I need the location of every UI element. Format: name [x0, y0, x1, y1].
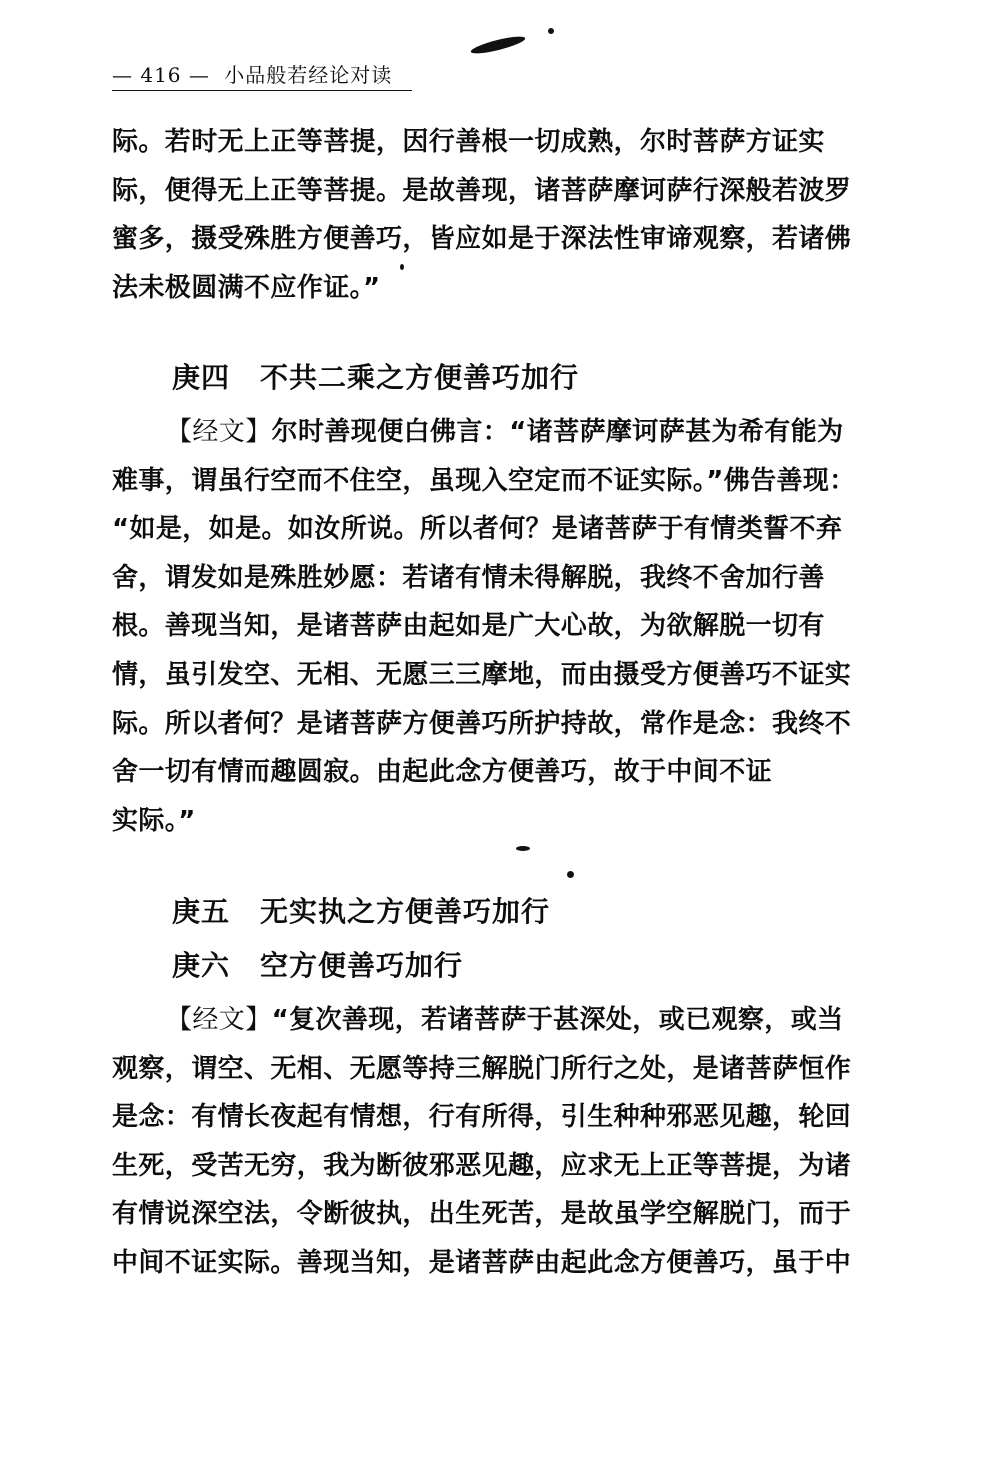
- scan-speck: [548, 28, 554, 34]
- book-title: 小品般若经论对读: [224, 63, 393, 87]
- text-line: 是念：有情长夜起有情想，行有所得，引生种种邪恶见趣，轮回: [112, 1102, 852, 1133]
- section-title: 无实执之方便善巧加行: [260, 895, 551, 928]
- text-line: 际。所以者何？是诸菩萨方便善巧所护持故，常作是念：我终不: [112, 708, 852, 739]
- text-line: 根。善现当知，是诸菩萨由起如是广大心故，为欲解脱一切有: [112, 611, 825, 642]
- scan-speck: [470, 33, 527, 56]
- section-heading: [172, 894, 550, 930]
- text-line: 有情说深空法，令断彼执，出生死苦，是故虽学空解脱门，而于: [112, 1199, 852, 1230]
- scan-speck: [516, 846, 530, 851]
- section-number: 庚五: [172, 895, 231, 928]
- scripture-paragraph: [112, 996, 857, 1288]
- text-line: 舍，谓发如是殊胜妙愿：若诸有情未得解脱，我终不舍加行善: [112, 562, 825, 593]
- text-line: 际。若时无上正等菩提，因行善根一切成熟，尔时菩萨方证实: [112, 127, 825, 157]
- text-line: 际，便得无上正等菩提。是故善现，诸菩萨摩诃萨行深般若波罗: [112, 175, 852, 206]
- section-title: 空方便善巧加行: [260, 949, 464, 982]
- section-heading: [172, 360, 579, 396]
- text-line: “如是，如是。如汝所说。所以者何？是诸菩萨于有情类誓不弃: [112, 514, 843, 545]
- scripture-paragraph: [112, 408, 857, 845]
- text-line-content: “复次善现，若诸菩萨于甚深处，或已观察，或当: [271, 1005, 844, 1035]
- section-number: 庚四: [172, 361, 231, 394]
- text-line: 生死，受苦无穷，我为断彼邪恶见趣，应求无上正等菩提，为诸: [112, 1150, 852, 1181]
- text-line: [112, 408, 857, 457]
- text-line: 中间不证实际。善现当知，是诸菩萨由起此念方便善巧，虽于中: [112, 1247, 852, 1278]
- text-line: [112, 996, 857, 1045]
- text-line: 舍一切有情而趣圆寂。由起此念方便善巧，故于中间不证: [112, 757, 773, 788]
- text-line-content: 尔时善现便白佛言：“诸菩萨摩诃萨甚为希有能为: [271, 417, 844, 447]
- section-title: 不共二乘之方便善巧加行: [260, 361, 580, 394]
- text-line: 法未极圆满不应作证。”: [112, 272, 381, 303]
- text-line: 观察，谓空、无相、无愿等持三解脱门所行之处，是诸菩萨恒作: [112, 1053, 852, 1084]
- running-head: [112, 62, 412, 91]
- scripture-label: 【经文】: [166, 1005, 272, 1035]
- paragraph-continued: [112, 118, 857, 312]
- text-line: 情，虽引发空、无相、无愿三三摩地，而由摄受方便善巧不证实: [112, 659, 852, 690]
- section-heading: [172, 948, 463, 984]
- scan-speck: [567, 871, 574, 878]
- section-number: 庚六: [172, 949, 231, 982]
- text-line: 实际。”: [112, 805, 196, 836]
- scripture-label: 【经文】: [166, 417, 272, 447]
- text-line: 难事，谓虽行空而不住空，虽现入空定而不证实际。”佛告善现：: [112, 465, 856, 496]
- text-line: 蜜多，摄受殊胜方便善巧，皆应如是于深法性审谛观察，若诸佛: [112, 224, 852, 255]
- page-number: — 416 —: [112, 63, 210, 87]
